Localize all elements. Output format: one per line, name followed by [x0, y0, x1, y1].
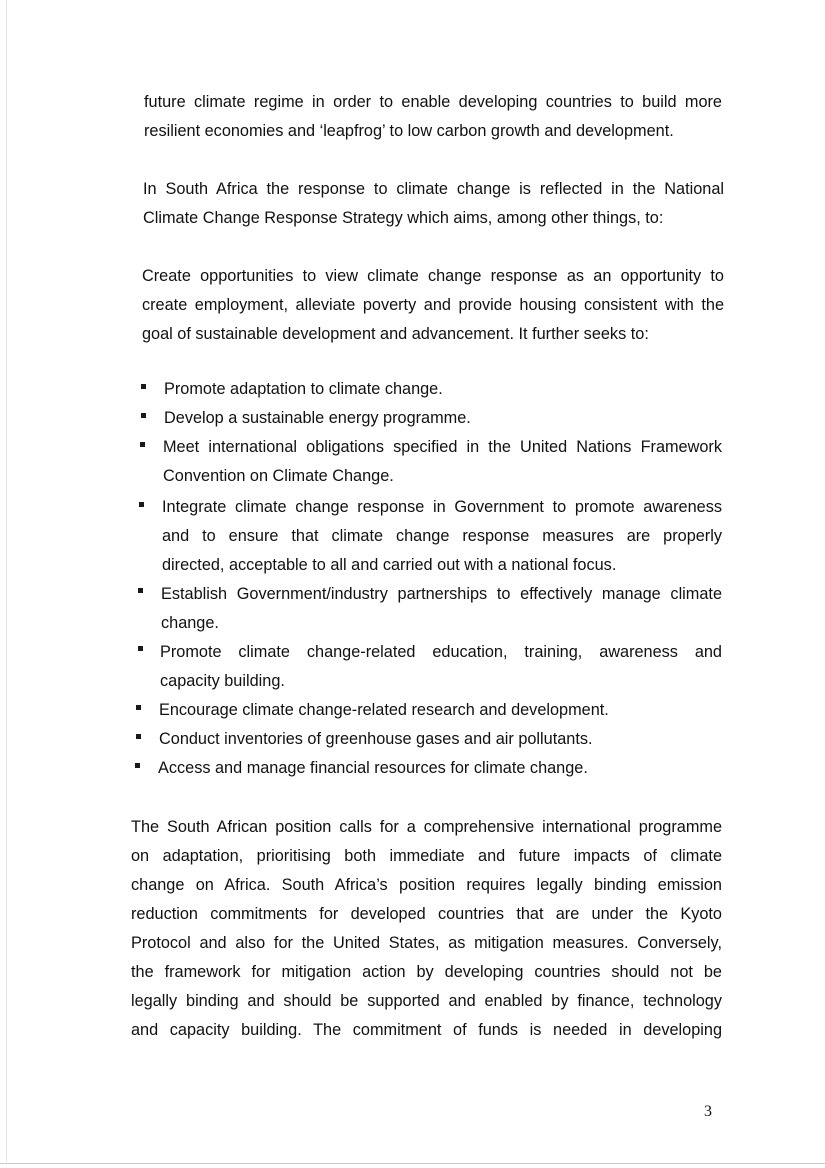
text-line: change on Africa. South Africa’s position requires legally binding emission	[131, 876, 722, 894]
text-line: Climate Change Response Strategy which aims, among other things, to:	[143, 209, 664, 227]
bullet-marker	[138, 646, 143, 651]
bullet-marker	[135, 763, 140, 768]
bullet-text	[159, 729, 722, 751]
bullet-text	[159, 700, 722, 722]
text-line: the framework for mitigation action by developing countries should not be	[131, 963, 722, 981]
text-line: directed, acceptable to all and carried out with a national focus.	[162, 556, 617, 574]
text-line: Meet international obligations specified in the United Nations Framework	[163, 438, 722, 456]
text-line: Convention on Climate Change.	[163, 467, 394, 485]
bullet-text	[164, 408, 724, 430]
text-line: resilient economies and ‘leapfrog’ to low carbon growth and development.	[144, 122, 674, 140]
text-line: Promote adaptation to climate change.	[164, 380, 443, 398]
text-line: on adaptation, prioritising both immediate and future impacts of climate	[131, 847, 722, 865]
text-line: Promote climate change-related education, training, awareness and	[160, 643, 722, 661]
text-line: In South Africa the response to climate change is reflected in the National	[143, 180, 724, 198]
text-line: The South African position calls for a comprehensive international programme	[131, 818, 722, 836]
paragraph-south-african-position	[131, 817, 722, 1053]
text-line: Establish Government/industry partnerships to effectively manage climate	[161, 585, 722, 603]
text-line: Integrate climate change response in Government to promote awareness	[162, 498, 722, 516]
bullet-marker	[136, 734, 141, 739]
text-line: capacity building.	[160, 672, 285, 690]
bullet-marker	[138, 588, 143, 593]
bullet-text	[161, 584, 722, 636]
bullet-text	[158, 758, 722, 780]
bullet-marker	[140, 442, 145, 447]
text-line: future climate regime in order to enable developing countries to build more	[144, 93, 722, 111]
page-number: 3	[704, 1103, 712, 1120]
text-line: legally binding and should be supported and enabled by finance, technology	[131, 992, 722, 1010]
text-line: Access and manage financial resources for climate change.	[158, 759, 588, 777]
text-line: goal of sustainable development and advancement. It further seeks to:	[142, 325, 649, 343]
bullet-marker	[136, 705, 141, 710]
text-line: Develop a sustainable energy programme.	[164, 409, 471, 427]
text-line: create employment, alleviate poverty and provide housing consistent with the	[142, 296, 724, 314]
bullet-text	[164, 379, 724, 401]
text-line: Conduct inventories of greenhouse gases and air pollutants.	[159, 730, 593, 748]
bullet-text	[162, 497, 722, 579]
text-line: Encourage climate change-related research and development.	[159, 701, 609, 719]
bullet-text	[163, 437, 722, 489]
text-line: reduction commitments for developed countries that are under the Kyoto	[131, 905, 722, 923]
bullet-marker	[139, 502, 144, 507]
text-line: and to ensure that climate change response measures are properly	[162, 527, 722, 545]
text-line: and capacity building. The commitment of funds is needed in developing	[131, 1021, 722, 1039]
bullet-text	[160, 642, 722, 694]
scan-bottom-edge	[0, 1163, 825, 1164]
text-line: Create opportunities to view climate change response as an opportunity to	[142, 267, 724, 285]
bullet-marker	[141, 413, 146, 418]
bullet-marker	[141, 384, 146, 389]
text-line: Protocol and also for the United States, as mitigation measures. Conversely,	[131, 934, 722, 952]
text-line: change.	[161, 614, 219, 632]
